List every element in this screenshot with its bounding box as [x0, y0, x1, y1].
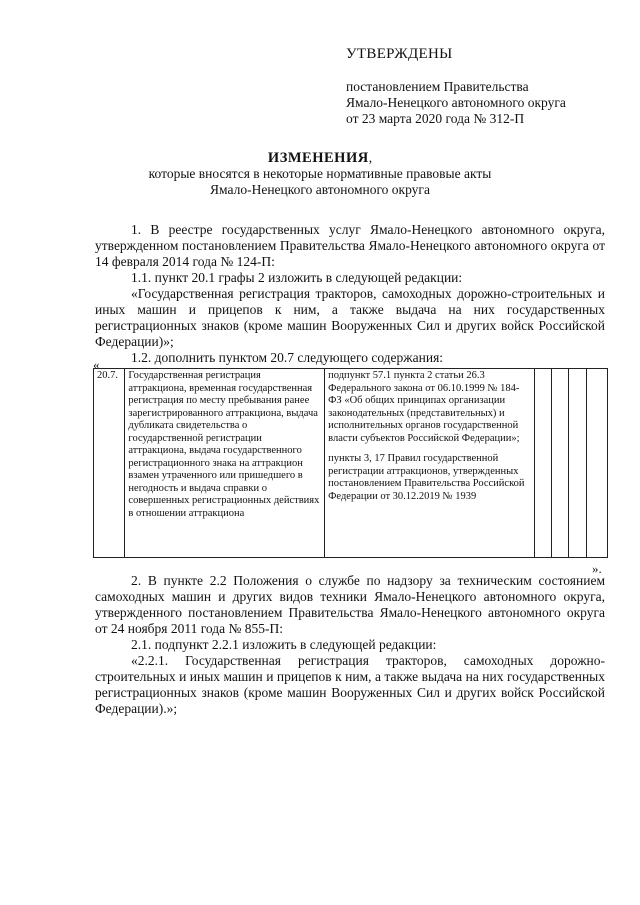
legal-basis-2: пункты 3, 17 Правил государственной регистрации аттракционов, утвержденных постановлением Правительства Российской Федерации от 30.12.2019 № 1939 [328, 453, 525, 502]
quote-open: « [93, 357, 100, 372]
approval-details [346, 79, 566, 127]
legal-basis-1: подпункт 57.1 пункта 2 статьи 26.3 Федерального закона от 06.10.1999 № 184-ФЗ «Об общих принципах организации законодательных (представительных) и исполнительных органов государственной власти субъектов Российской Федерации»; [328, 370, 520, 444]
title-line-2: Ямало-Ненецкого автономного округа [210, 182, 430, 197]
title-line-1: которые вносятся в некоторые нормативные правовые акты [148, 166, 492, 181]
empty-cell [586, 369, 607, 558]
section-1 [95, 222, 605, 366]
service-name: Государственная регистрация аттракциона, временная государственная регистрация по месту пребывания ранее зарегистрированного аттракциона, выдача дубликата свидетельства о государственной регистрации аттракциона, выдача государственного регистрационного знака на аттракцион взамен утраченного или пришедшего в негодность и выдача справки о совершенных регистрационных действиях в отношении аттракциона [125, 369, 325, 558]
approval-line-1: постановлением Правительства [346, 79, 529, 94]
registry-table [93, 368, 608, 558]
document-title [0, 150, 640, 198]
title-main: ИЗМЕНЕНИЯ [267, 150, 369, 166]
approval-line-2: Ямало-Ненецкого автономного округа [346, 95, 566, 110]
row-number: 20.7. [94, 369, 125, 558]
empty-cell [534, 369, 551, 558]
section-1-item-1: 1.1. пункт 20.1 графы 2 изложить в следующей редакции: [131, 270, 463, 285]
section-2-item-1: 2.1. подпункт 2.2.1 изложить в следующей редакции: [131, 637, 437, 652]
section-2 [95, 573, 605, 717]
table-row [94, 369, 608, 558]
legal-basis [325, 369, 535, 558]
section-1-quote: «Государственная регистрация тракторов, самоходных дорожно-строительных и иных машин и прицепов к ним, а также выдача на них государственных регистрационных знаков (кроме машин Вооруженных Сил и других войск Российской Федерации)»; [95, 286, 605, 349]
empty-cell [552, 369, 569, 558]
section-2-intro: 2. В пункте 2.2 Положения о службе по надзору за техническим состоянием самоходных машин и других видов техники Ямало-Ненецкого автономного округа, утвержденного постановлением Правительства Ямало-Ненецкого автономного округа от 24 ноября 2011 года № 855-П: [95, 573, 605, 636]
approval-line-3: от 23 марта 2020 года № 312-П [346, 111, 525, 126]
section-2-quote: «2.2.1. Государственная регистрация тракторов, самоходных дорожно-строительных и иных машин и прицепов к ним, а также выдача на них государственных регистрационных знаков (кроме машин Вооруженных Сил и других войск Российской Федерации).»; [95, 653, 605, 716]
section-1-item-2: 1.2. дополнить пунктом 20.7 следующего содержания: [131, 350, 444, 365]
section-1-intro: 1. В реестре государственных услуг Ямало-Ненецкого автономного округа, утвержденном постановлением Правительства Ямало-Ненецкого автономного округа от 14 февраля 2014 года № 124-П: [95, 222, 605, 269]
empty-cell [569, 369, 586, 558]
title-comma: , [368, 150, 373, 165]
approved-label: УТВЕРЖДЕНЫ [346, 46, 453, 62]
quote-close: ». [592, 561, 602, 576]
